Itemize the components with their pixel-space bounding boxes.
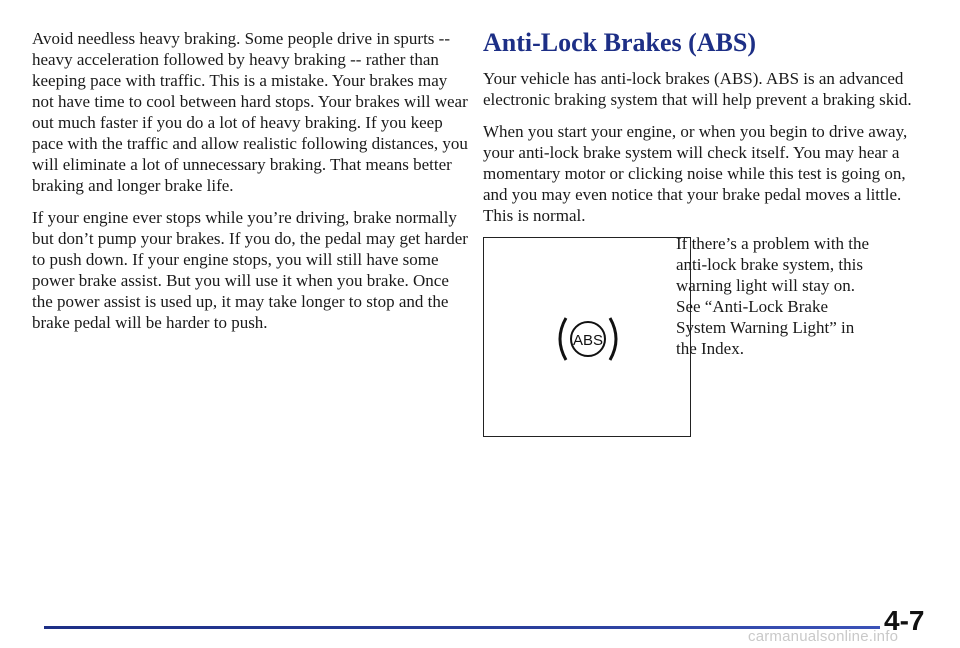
warning-light-box: [483, 237, 691, 437]
abs-warning-light-icon: [552, 312, 624, 366]
left-column: [32, 28, 470, 344]
figure-caption: If there’s a problem with the anti-lock brake system, this warning light will stay on. See “Anti-Lock Brake System Warning Light” in the Index.: [676, 234, 870, 358]
paragraph-abs-self-check: When you start your engine, or when you begin to drive away, your anti-lock brake system will check itself. You may hear a momentary motor or clicking noise while this test is going on, and you may even notice that your brake pedal moves a little. This is normal.: [483, 122, 908, 225]
abs-figure: [483, 234, 923, 447]
paragraph-heavy-braking: Avoid needless heavy braking. Some people drive in spurts -- heavy acceleration followed by heavy braking -- rather than keeping pace with traffic. This is a mistake. Your brakes may not have time to cool between hard stops. Your brakes will wear out much faster if you do a lot of heavy braking. If you keep pace with the traffic and allow realistic following distances, you will eliminate a lot of unnecessary braking. That means better braking and longer brake life.: [32, 29, 468, 195]
right-column: [483, 28, 923, 447]
section-heading: Anti-Lock Brakes (ABS): [483, 28, 757, 57]
figure-caption-block: [676, 233, 876, 359]
abs-icon-label: ABS: [572, 332, 604, 349]
paragraph-engine-stops: If your engine ever stops while you’re driving, brake normally but don’t pump your brakes. If you do, the pedal may get harder to push down. If your engine stops, you will still have some power brake assist. But you will use it when you brake. Once the power assist is used up, it may take longer to stop and the brake pedal will be harder to push.: [32, 208, 468, 332]
page-number: 4-7: [884, 605, 925, 636]
watermark: carmanualsonline.info: [748, 628, 899, 645]
paragraph-abs-intro: Your vehicle has anti-lock brakes (ABS). ABS is an advanced electronic braking system that will help prevent a braking skid.: [483, 69, 912, 109]
